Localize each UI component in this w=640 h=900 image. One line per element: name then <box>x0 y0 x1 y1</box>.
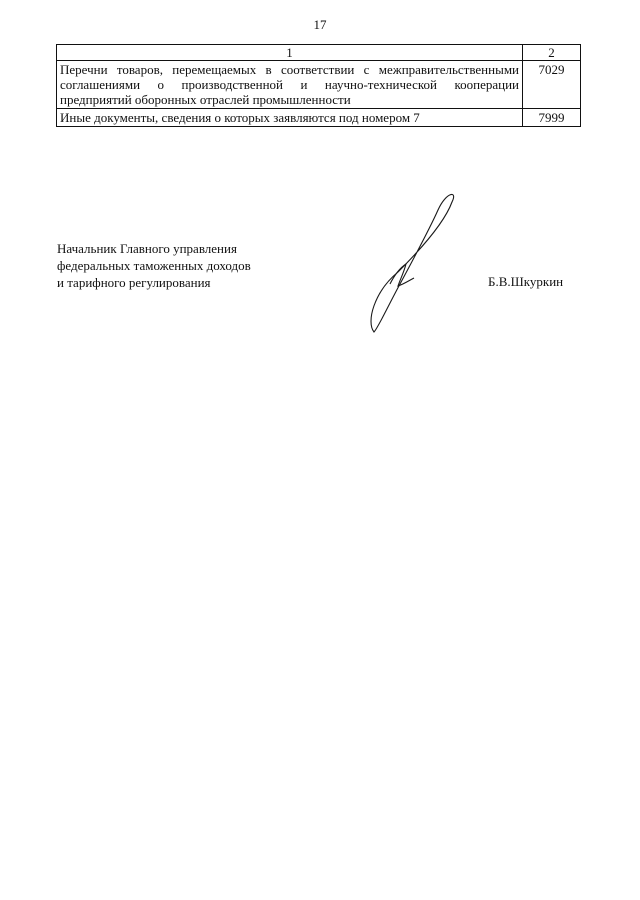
signatory-name: Б.В.Шкуркин <box>488 274 564 289</box>
table-header-cell: 1 <box>57 45 523 61</box>
table-row <box>57 61 581 109</box>
page-number: 17 <box>313 17 327 32</box>
signature-stroke-loop <box>371 194 454 332</box>
signatory-position <box>57 240 251 291</box>
document-table <box>56 44 581 127</box>
table-header-cell: 2 <box>523 45 581 61</box>
row-description: Иные документы, сведения о которых заявляются под номером 7 <box>57 109 523 127</box>
row-description: Перечни товаров, перемещаемых в соответствии с межправительственными соглашениями о производственной и научно-технической кооперации предприятий оборонных отраслей промышленности <box>57 61 523 109</box>
row-code: 7029 <box>523 61 581 109</box>
position-line: и тарифного регулирования <box>57 275 211 290</box>
position-line: Начальник Главного управления <box>57 241 237 256</box>
row-code: 7999 <box>523 109 581 127</box>
position-line: федеральных таможенных доходов <box>57 258 251 273</box>
table-header-row <box>57 45 581 61</box>
table-row <box>57 109 581 127</box>
signature-stroke-mark <box>390 264 414 286</box>
handwritten-signature <box>360 188 470 338</box>
